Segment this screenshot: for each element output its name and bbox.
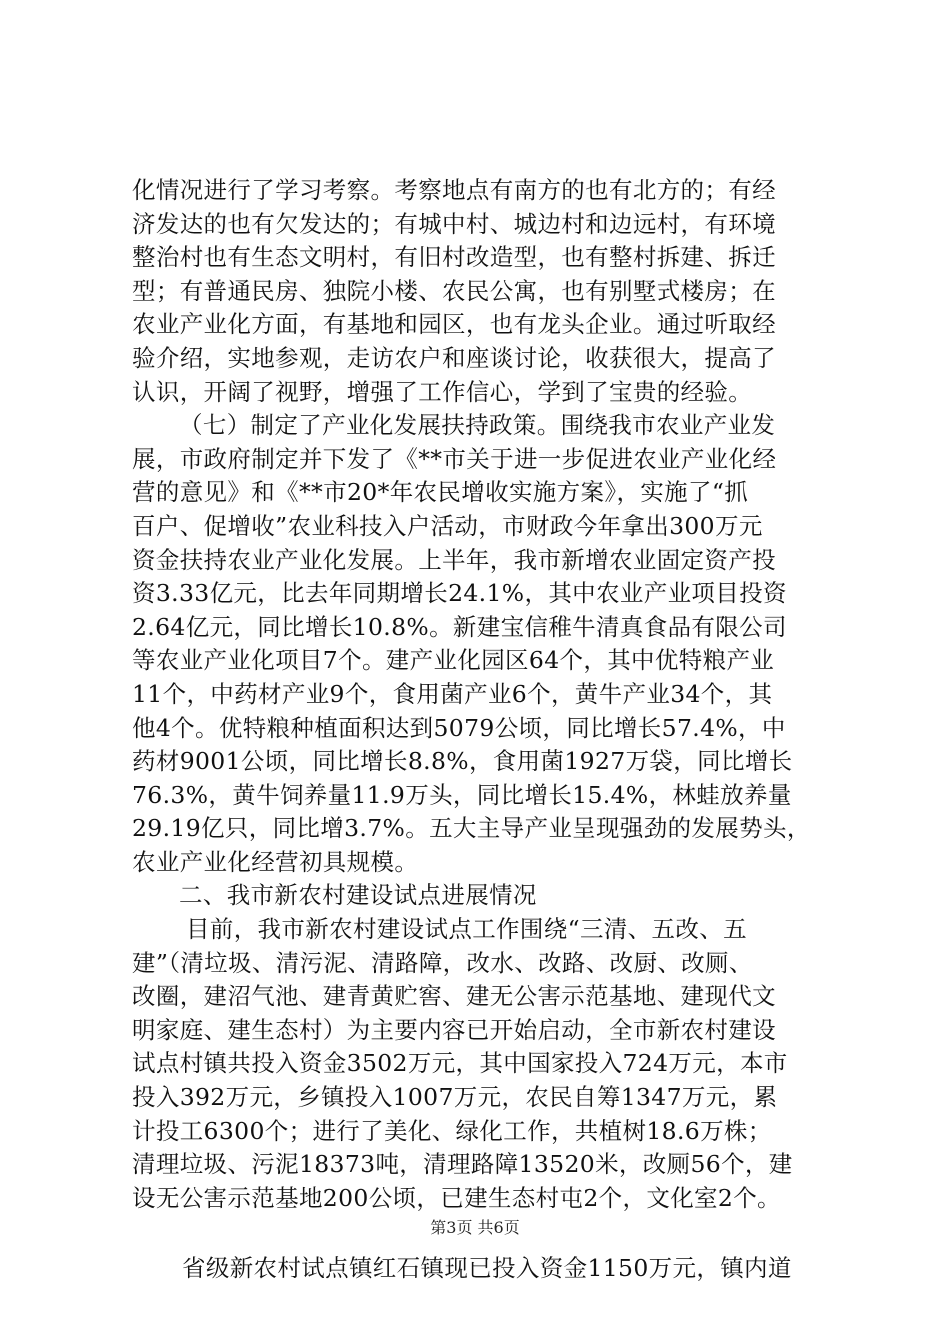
section-heading: 二、我市新农村建设试点进展情况 bbox=[179, 881, 537, 910]
text-line: 等农业产业化项目7个。建产业化园区64个，其中优特粮产业 bbox=[132, 646, 775, 675]
body-text bbox=[132, 174, 832, 1286]
text-line: 清理垃圾、污泥18373吨，清理路障13520米，改厕56个，建 bbox=[132, 1150, 793, 1179]
text-line: 资金扶持农业产业化发展。上半年，我市新增农业固定资产投 bbox=[132, 545, 776, 574]
text-line: 76.3%，黄牛饲养量11.9万头，同比增长15.4%，林蛙放养量 bbox=[132, 780, 792, 809]
text-line: 认识，开阔了视野，增强了工作信心，学到了宝贵的经验。 bbox=[132, 377, 753, 406]
text-line: 29.19亿只，同比增3.7%。五大主导产业呈现强劲的发展势头， bbox=[132, 814, 811, 843]
text-line: 11个，中药材产业9个，食用菌产业6个，黄牛产业34个，其 bbox=[132, 679, 773, 708]
text-line: 目前，我市新农村建设试点工作围绕“三清、五改、五 bbox=[186, 915, 747, 944]
text-line: 型；有普通民房、独院小楼、农民公寓，也有别墅式楼房；在 bbox=[132, 276, 776, 305]
text-line: 展，市政府制定并下发了《**市关于进一步促进农业产业化经 bbox=[132, 444, 777, 473]
text-line: 农业产业化方面，有基地和园区，也有龙头企业。通过听取经 bbox=[132, 310, 776, 339]
text-line: 药材9001公顷，同比增长8.8%，食用菌1927万袋，同比增长 bbox=[132, 747, 793, 776]
text-line: 资3.33亿元，比去年同期增长24.1%，其中农业产业项目投资 bbox=[132, 579, 787, 608]
text-line: 省级新农村试点镇红石镇现已投入资金1150万元，镇内道 bbox=[182, 1254, 792, 1283]
text-line: 改圈，建沼气池、建青黄贮窖、建无公害示范基地、建现代文 bbox=[132, 982, 776, 1011]
text-line: 百户、促增收”农业科技入户活动，市财政今年拿出300万元 bbox=[132, 511, 763, 540]
text-line: 化情况进行了学习考察。考察地点有南方的也有北方的；有经 bbox=[132, 176, 776, 204]
text-line: 整治村也有生态文明村，有旧村改造型，也有整村拆建、拆迁 bbox=[132, 243, 776, 272]
text-line: 济发达的也有欠发达的；有城中村、城边村和边远村，有环境 bbox=[132, 209, 776, 238]
text-line: 2.64亿元，同比增长10.8%。新建宝信稚牛清真食品有限公司 bbox=[132, 612, 787, 641]
text-line: 建”（清垃圾、清污泥、清路障，改水、改路、改厨、改厕、 bbox=[132, 948, 753, 977]
text-line: 农业产业化经营初具规模。 bbox=[132, 847, 419, 876]
text-line: 投入392万元，乡镇投入1007万元，农民自筹1347万元，累 bbox=[132, 1083, 778, 1112]
paragraph-heading-7: （七）制定了产业化发展扶持政策。围绕我市农业产业发 bbox=[179, 411, 776, 440]
text-line: 计投工6300个；进行了美化、绿化工作，共植树18.6万株； bbox=[132, 1116, 772, 1145]
text-line: 营的意见》和《**市20*年农民增收实施方案》，实施了“抓 bbox=[132, 478, 749, 507]
text-line: 他4个。优特粮种植面积达到5079公顷，同比增长57.4%，中 bbox=[132, 713, 786, 742]
page-number-footer: 第3页 共6页 bbox=[430, 1218, 520, 1237]
text-line: 试点村镇共投入资金3502万元，其中国家投入724万元，本市 bbox=[132, 1049, 788, 1078]
text-line: 设无公害示范基地200公顷，已建生态村屯2个，文化室2个。 bbox=[132, 1183, 781, 1212]
text-line: 明家庭、建生态村）为主要内容已开始启动，全市新农村建设 bbox=[132, 1015, 776, 1044]
text-line: 验介绍，实地参观，走访农户和座谈讨论，收获很大，提高了 bbox=[132, 343, 776, 372]
